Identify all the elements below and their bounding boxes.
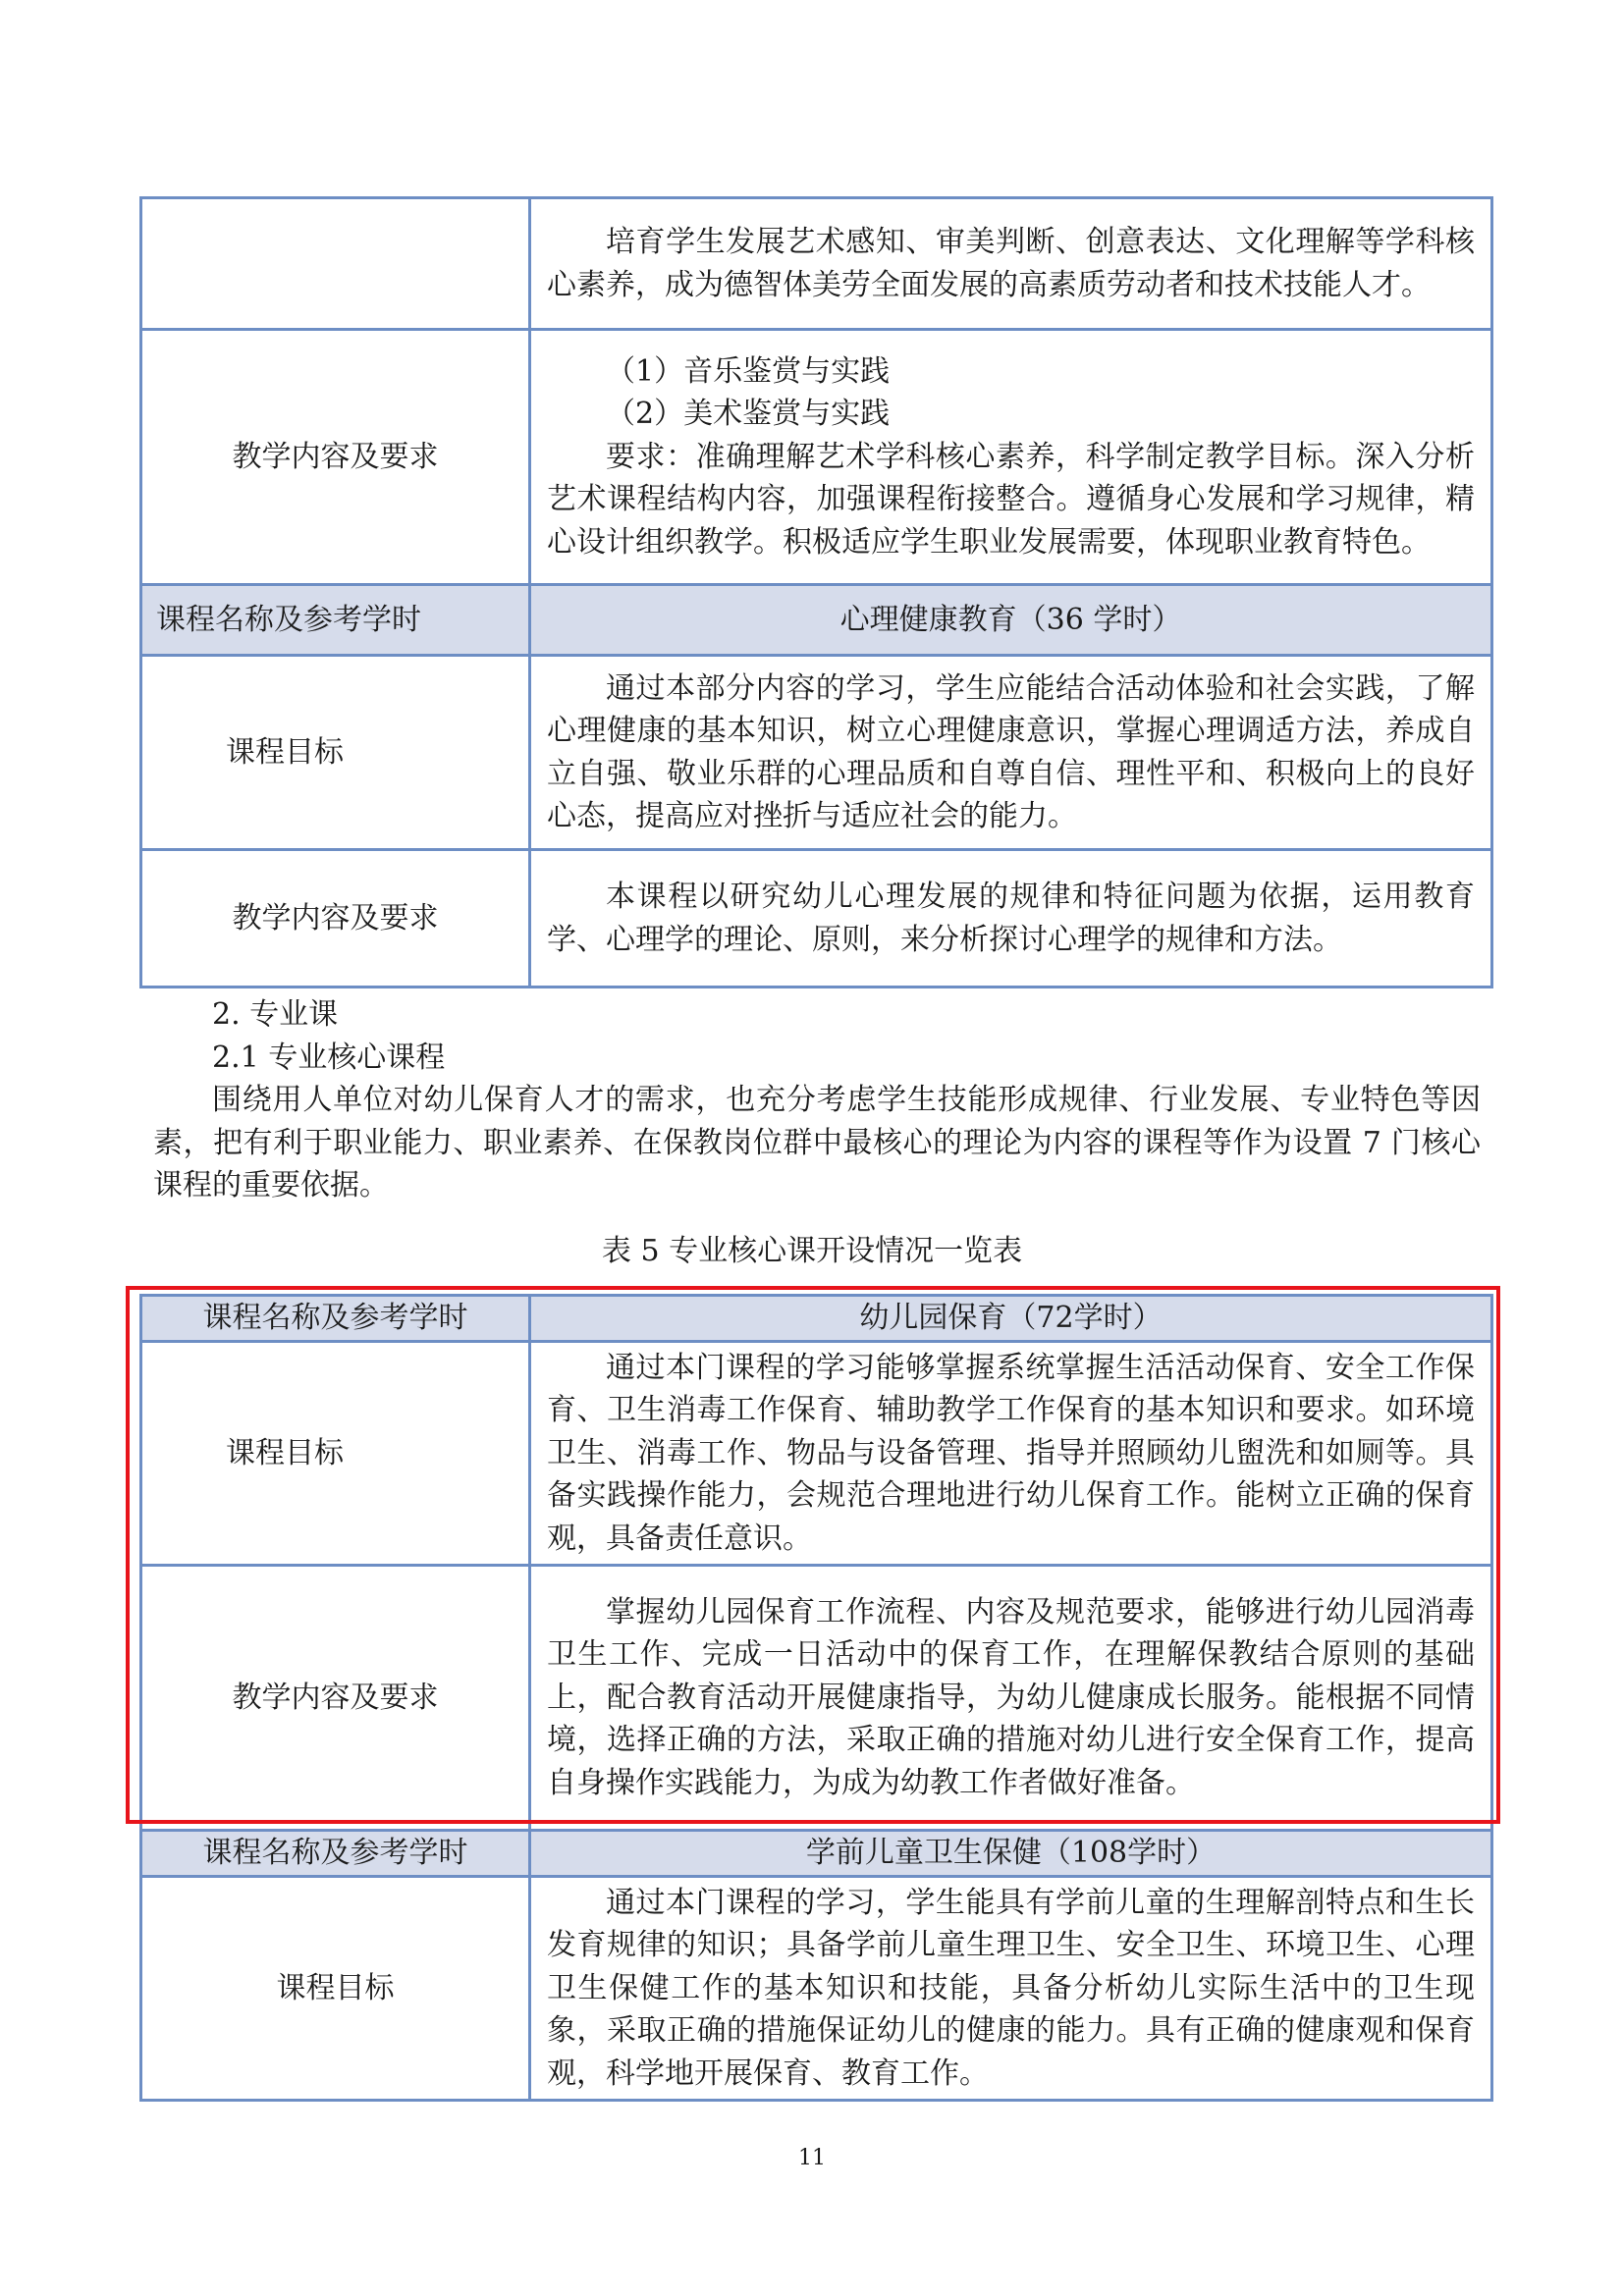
row-label: 教学内容及要求	[141, 850, 530, 988]
course-title: 幼儿园保育（72学时）	[530, 1296, 1492, 1342]
row-label: 课程目标	[141, 656, 530, 850]
subsection-heading: 2.1 专业核心课程	[212, 1040, 446, 1075]
row-label: 教学内容及要求	[141, 1566, 530, 1831]
table-cell-content	[530, 850, 1492, 988]
art-requirement-text: 要求：准确理解艺术学科核心素养，科学制定教学目标。深入分析艺术课程结构内容，加强课程衔接整合。遵循身心发展和学习规律，精心设计组织教学。积极适应学生职业发展需要，体现职业教育特色。	[547, 439, 1475, 560]
course-goal-text: 通过本部分内容的学习，学生应能结合活动体验和社会实践，了解心理健康的基本知识，树立心理健康意识，掌握心理调适方法，养成自立自强、敬业乐群的心理品质和自尊自信、理性平和、积极向上的良好心态，提高应对挫折与适应社会的能力。	[547, 670, 1475, 833]
table-header-row	[141, 1296, 1492, 1342]
list-item: （2）美术鉴赏与实践	[606, 397, 891, 432]
table-cell-content	[530, 1566, 1492, 1831]
table-row	[141, 1566, 1492, 1831]
body-text	[153, 993, 1481, 1207]
table-row	[141, 330, 1492, 585]
course-goal-text: 通过本门课程的学习，学生能具有学前儿童的生理解剖特点和生长发育规律的知识；具备学前儿童生理卫生、安全卫生、环境卫生、心理卫生保健工作的基本知识和技能，具备分析幼儿实际生活中的卫生现象，采取正确的措施保证幼儿的健康的能力。具有正确的健康观和保育观，科学地开展保育、教育工作。	[547, 1885, 1475, 2091]
section-heading: 2. 专业课	[212, 997, 339, 1032]
table-cell-content	[530, 656, 1492, 850]
row-label: 课程名称及参考学时	[141, 585, 530, 656]
course-content-text: 掌握幼儿园保育工作流程、内容及规范要求，能够进行幼儿园消毒卫生工作、完成一日活动中的保育工作，在理解保教结合原则的基础上，配合教育活动开展健康指导，为幼儿健康成长服务。能根据不同情境，选择正确的方法，采取正确的措施对幼儿进行安全保育工作，提高自身操作实践能力，为成为幼教工作者做好准备。	[547, 1594, 1475, 1800]
table-cell-content	[530, 1341, 1492, 1566]
table-cell-content	[530, 198, 1492, 330]
course-goal-text: 通过本门课程的学习能够掌握系统掌握生活活动保育、安全工作保育、卫生消毒工作保育、辅助教学工作保育的基本知识和要求。如环境卫生、消毒工作、物品与设备管理、指导并照顾幼儿盥洗和如厕等。具备实践操作能力，会规范合理地进行幼儿保育工作。能树立正确的保育观，具备责任意识。	[547, 1350, 1475, 1556]
row-label: 课程名称及参考学时	[141, 1831, 530, 1877]
course-title: 学前儿童卫生保健（108学时）	[530, 1831, 1492, 1877]
table-caption: 表 5 专业核心课开设情况一览表	[601, 1234, 1023, 1268]
course-table-top	[139, 196, 1493, 988]
course-title: 心理健康教育（36 学时）	[530, 585, 1492, 656]
table-row	[141, 850, 1492, 988]
row-label: 课程名称及参考学时	[141, 1296, 530, 1342]
row-label: 课程目标	[141, 1341, 530, 1566]
table-row	[141, 1876, 1492, 2101]
table-cell-empty	[141, 198, 530, 330]
table-header-row	[141, 1831, 1492, 1877]
page-number: 11	[798, 2146, 826, 2170]
table-cell-content	[530, 1876, 1492, 2101]
table-row	[141, 656, 1492, 850]
list-item: （1）音乐鉴赏与实践	[606, 353, 891, 389]
course-content-text: 本课程以研究幼儿心理发展的规律和特征问题为依据，运用教育学、心理学的理论、原则，来分析探讨心理学的规律和方法。	[547, 880, 1475, 957]
table-row	[141, 198, 1492, 330]
table-cell-content	[530, 330, 1492, 585]
course-table-bottom	[139, 1294, 1493, 2102]
table-row	[141, 1341, 1492, 1566]
table-header-row	[141, 585, 1492, 656]
row-label: 教学内容及要求	[141, 330, 530, 585]
row-label: 课程目标	[141, 1876, 530, 2101]
paragraph: 围绕用人单位对幼儿保育人才的需求，也充分考虑学生技能形成规律、行业发展、专业特色等因素，把有利于职业能力、职业素养、在保教岗位群中最核心的理论为内容的课程等作为设置 7 门核心课程的重要依据。	[153, 1083, 1481, 1202]
art-goal-text: 培育学生发展艺术感知、审美判断、创意表达、文化理解等学科核心素养，成为德智体美劳全面发展的高素质劳动者和技术技能人才。	[547, 225, 1475, 302]
